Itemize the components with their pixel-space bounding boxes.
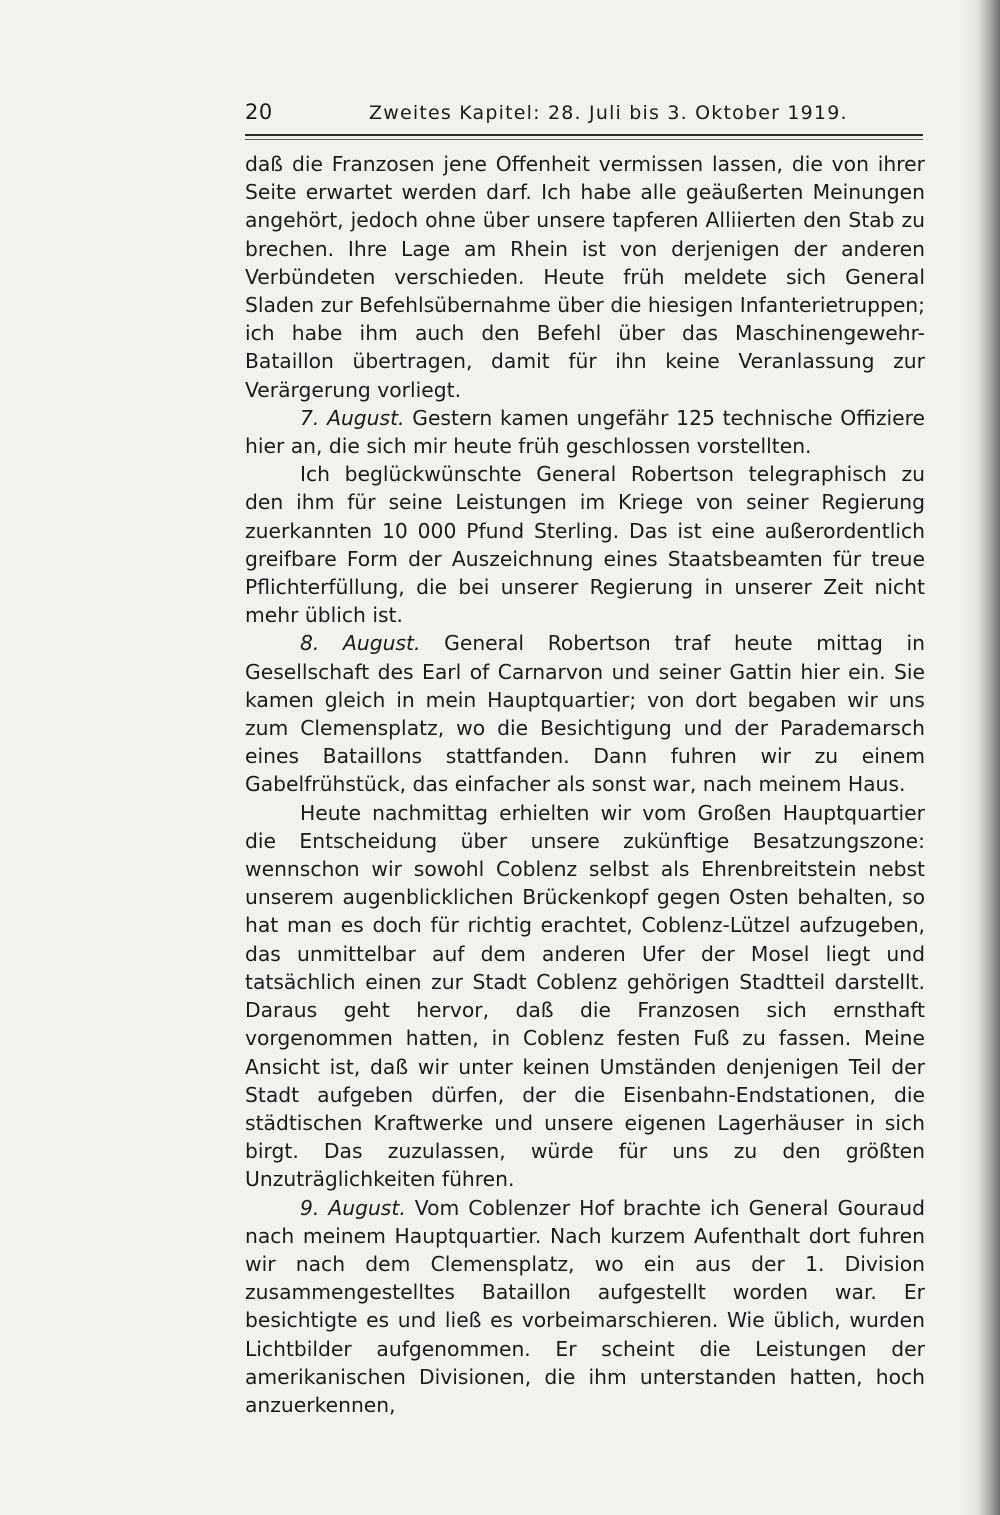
paragraph-6 <box>245 1194 925 1420</box>
entry-date: 7. August. <box>300 405 405 430</box>
body-text <box>245 150 925 1419</box>
paragraph-3 <box>245 460 925 629</box>
paragraph-text: Vom Coblenzer Hof brachte ich General Gouraud nach meinem Hauptquartier. Nach kurzem Aufenthalt dort fuhren wir nach dem Clemensplatz, wo ein aus der 1. Division zusammengestelltes Bataillon aufgestellt worden war. Er besichtigte es und ließ es vorbeimarschieren. Wie üblich, wurden Lichtbilder aufgenommen. Er scheint die Leistungen der amerikanischen Divisionen, die ihm unterstanden hatten, hoch anzuerkennen, <box>245 1195 926 1417</box>
paragraph-text: General Robertson traf heute mittag in Gesellschaft des Earl of Carnarvon und seiner Gattin hier ein. Sie kamen gleich in mein Hauptquartier; von dort begaben wir uns zum Clemensplatz, wo die Besichtigung und der Parademarsch eines Bataillons stattfanden. Dann fuhren wir zu einem Gabelfrühstück, das einfacher als sonst war, nach meinem Haus. <box>245 631 926 797</box>
paragraph-4 <box>245 629 925 798</box>
paragraph-text: Ich beglückwünschte General Robertson telegraphisch zu den ihm für seine Leistungen im Kriege von seiner Regierung zuerkannten 10 000 Pfund Sterling. Das ist eine außerordentlich greifbare Form der Auszeichnung eines Staatsbeamten für treue Pflichterfüllung, die bei unserer Regierung in unserer Zeit nicht mehr üblich ist. <box>245 462 925 628</box>
page-header <box>245 98 923 136</box>
page-edge-shadow <box>960 0 1000 1515</box>
paragraph-text: daß die Franzosen jene Offenheit vermissen lassen, die von ihrer Seite erwartet werden darf. Ich habe alle geäußerten Meinungen angehört, jedoch ohne über unsere tapferen Alliierten den Stab zu brechen. Ihre Lage am Rhein ist von derjenigen der anderen Verbündeten verschieden. Heute früh meldete sich General Sladen zur Befehlsübernahme über die hiesigen Infanterietruppen; ich habe ihm auch den Befehl über das Maschinengewehr-Bataillon übertragen, damit für ihn keine Veranlassung zur Verärgerung vorliegt. <box>245 152 925 402</box>
running-head: Zweites Kapitel: 28. Juli bis 3. Oktober 1919. <box>369 102 848 124</box>
paragraph-2 <box>245 404 925 460</box>
paragraph-text: Heute nachmittag erhielten wir vom Großen Hauptquartier die Entscheidung über unsere zukünftige Besatzungszone: wennschon wir sowohl Coblenz selbst als Ehrenbreitstein nebst unserem augenblicklichen Brückenkopf gegen Osten behalten, so hat man es doch für richtig erachtet, Coblenz-Lützel aufzugeben, das unmittelbar auf dem anderen Ufer der Mosel liegt und tatsächlich einen zur Stadt Coblenz gehörigen Stadtteil darstellt. Daraus geht hervor, daß die Franzosen sich ernsthaft vorgenommen hatten, in Coblenz festen Fuß zu fassen. Meine Ansicht ist, daß wir unter keinen Umständen denjenigen Teil der Stadt aufgeben dürfen, der die Eisenbahn-Endstationen, die städtischen Kraftwerke und unsere eigenen Lagerhäuser in sich birgt. Das zuzulassen, würde für uns zu den größten Unzuträglichkeiten führen. <box>245 800 925 1192</box>
paragraph-5 <box>245 799 925 1194</box>
paragraph-text: Gestern kamen ungefähr 125 technische Offiziere hier an, die sich mir heute früh geschlossen vorstellten. <box>245 405 925 459</box>
page-number: 20 <box>245 100 273 124</box>
entry-date: 8. August. <box>300 631 421 656</box>
paragraph-1 <box>245 150 925 404</box>
entry-date: 9. August. <box>300 1195 406 1220</box>
header-rule <box>245 139 923 140</box>
